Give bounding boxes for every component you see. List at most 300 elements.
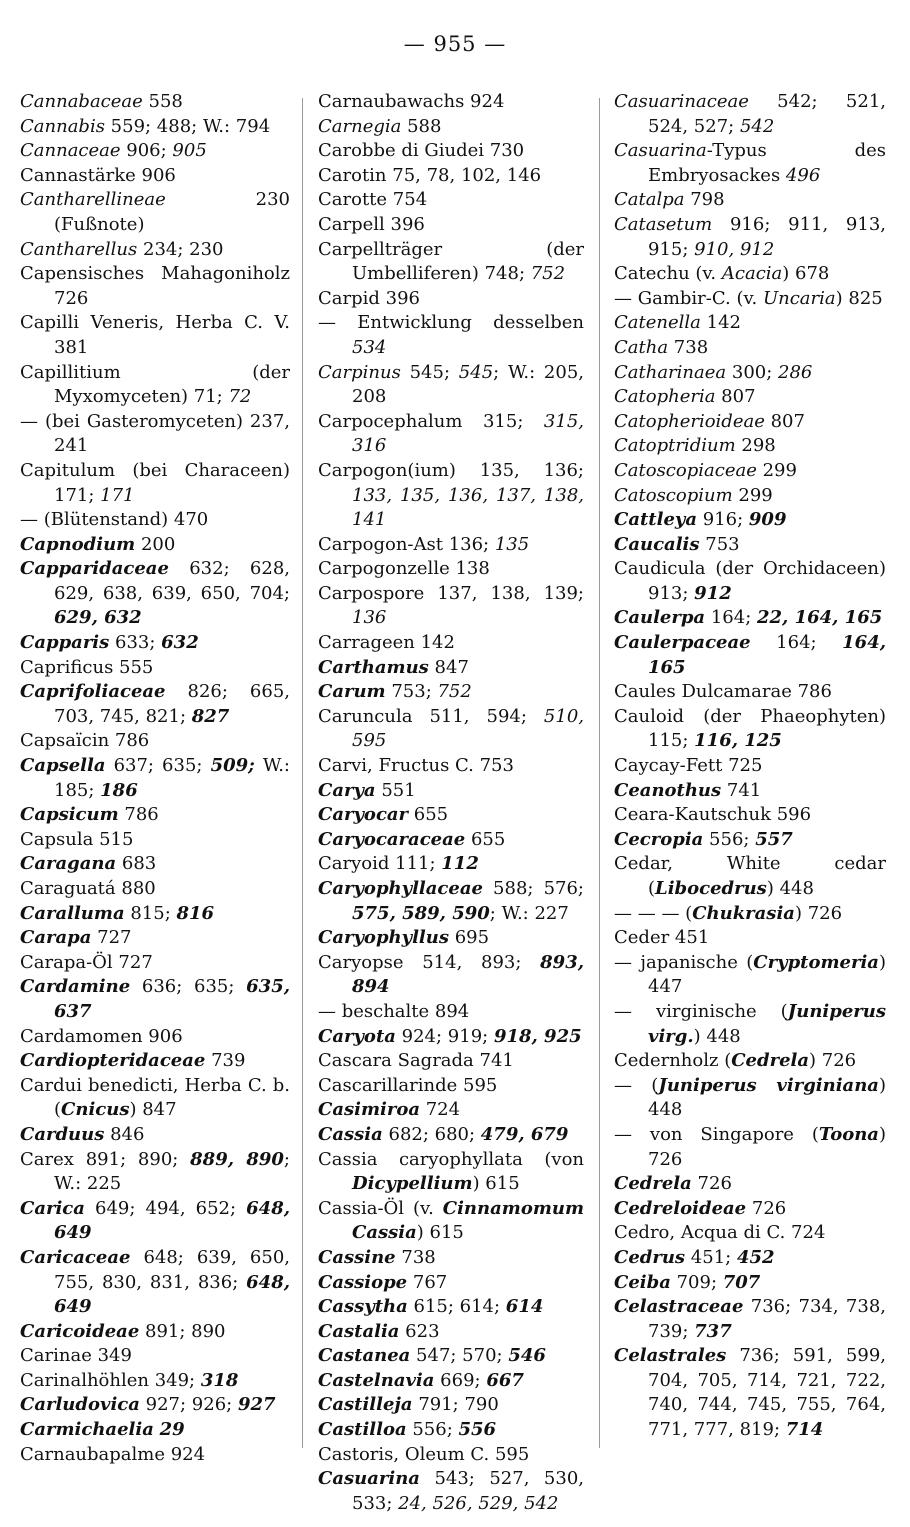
index-entry-text: 683 (116, 853, 157, 875)
index-entry (318, 582, 584, 631)
index-entry-text: Juniperus virginiana (658, 1074, 879, 1096)
index-entry-text: 557 (755, 828, 793, 850)
index-entry (318, 828, 584, 853)
index-entry-text: Cassia caryophyllata (von (318, 1148, 584, 1170)
index-entry (614, 705, 886, 754)
index-entry-text: — virginische ( (614, 1000, 788, 1022)
index-entry-text: Caryocar (318, 804, 409, 826)
index-entry-text: 171 (100, 484, 135, 506)
index-entry-text: 905 (172, 140, 207, 162)
index-entry-text: 891; 890 (139, 1320, 226, 1342)
index-entry-text: Cantharellineae (20, 189, 166, 211)
index-entry-text: 738 (395, 1246, 436, 1268)
index-entry-text: 545; (400, 361, 459, 383)
index-entry-text: Carpid 396 (318, 287, 420, 309)
index-entry-text: Cardamine (20, 976, 131, 998)
index-entry (20, 557, 290, 631)
index-entry-text: 753; (385, 681, 438, 703)
index-entry-text: 614 (505, 1296, 544, 1318)
index-entry-text: 636; 635; (130, 976, 247, 998)
index-entry-text: 667 (486, 1369, 524, 1391)
index-column-2 (318, 90, 584, 1516)
index-entry-text: 559; 488; W.: 794 (104, 115, 271, 137)
index-entry-text: 186 (100, 779, 138, 801)
index-entry (614, 1295, 886, 1344)
index-entry-text: ) 615 (472, 1173, 520, 1195)
index-entry-text: Casuarinaceae (614, 91, 749, 112)
index-entry (20, 1123, 290, 1148)
index-entry-text: Carnegia (318, 115, 402, 137)
index-entry-text: 726 (746, 1197, 787, 1219)
index-entry (318, 631, 584, 656)
index-entry-text: Caryopse 514, 893; (318, 951, 541, 973)
index-entry-text: Carex 891; 890; (20, 1148, 191, 1170)
index-entry-text: Carinalhöhlen 349; (20, 1369, 201, 1391)
index-entry-text: 669; (434, 1369, 487, 1391)
index-entry-text: 112 (441, 853, 479, 875)
index-entry-text: Ceanothus (614, 779, 722, 801)
index-entry-text: 509; (210, 755, 255, 777)
index-entry (318, 410, 584, 459)
index-entry-text: Cryptomeria (753, 951, 879, 973)
index-entry-text: Cassiope (318, 1271, 408, 1293)
index-entry-text: 736; 591, 599, 704, 705, 714, 721, 722, 740, 744, 745, 755, 764, 771, 777, 819; (648, 1345, 886, 1441)
index-entry-text: 637; 635; (105, 755, 211, 777)
index-entry-text: Caraguatá 880 (20, 878, 156, 899)
index-entry (318, 1049, 584, 1074)
index-entry-text: W.: 185; (54, 755, 290, 801)
index-entry (20, 410, 290, 459)
index-entry (20, 951, 290, 976)
index-entry-text: Cinnamomum Cassia (352, 1197, 584, 1244)
index-entry-text: 543; 527, 530, 533; (352, 1468, 584, 1514)
index-entry-text: ) 448 (693, 1025, 741, 1047)
index-entry (20, 1148, 290, 1197)
index-entry-text: ) 678 (782, 263, 830, 285)
index-entry-text: ) 447 (648, 951, 886, 998)
column-divider (302, 98, 303, 1448)
index-entry-text: Libocedrus (655, 878, 767, 899)
index-entry-text: Juniperus virg. (648, 1000, 886, 1047)
index-entry (20, 1049, 290, 1074)
index-entry-text: 649; 494, 652; (84, 1197, 247, 1219)
index-entry (20, 1344, 290, 1369)
index-entry-text: Capilli Veneris, Herba C. V. 381 (20, 312, 290, 358)
index-entry-text: 648, 649 (54, 1197, 290, 1244)
index-entry (614, 1074, 886, 1123)
index-entry-text: — beschalte 894 (318, 1000, 470, 1022)
index-entry-text: 588; 576; (482, 878, 584, 899)
index-entry-text: 739 (205, 1050, 246, 1072)
index-entry-text: Caryocaraceae (318, 828, 466, 850)
index-entry-text: Cedrela (614, 1173, 692, 1195)
index-entry-text: Carotte 754 (318, 189, 428, 211)
index-entry-text: Castoris, Oleum C. 595 (318, 1443, 530, 1465)
index-entry-text: Carrageen 142 (318, 632, 455, 654)
index-entry-text: 479, 679 (480, 1123, 569, 1145)
index-entry-text: — (Blütenstand) 470 (20, 509, 209, 531)
index-entry-text: Caprifoliaceae (20, 681, 166, 703)
index-entry (20, 1418, 290, 1443)
index-entry-text: Carpogonzelle 138 (318, 558, 490, 580)
index-entry-text: Carobbe di Giudei 730 (318, 140, 525, 162)
index-entry (614, 828, 886, 853)
index-entry-text: Carpogon(ium) 135, 136; (318, 459, 584, 481)
index-entry (20, 139, 290, 164)
index-entry-text: 847 (428, 656, 469, 678)
index-entry (318, 1443, 584, 1468)
index-entry-text: Cannabaceae (20, 91, 143, 112)
index-entry (20, 729, 290, 754)
index-entry-text: Cedreloideae (614, 1197, 747, 1219)
index-entry-text: Caragana (20, 853, 117, 875)
index-entry-text: 655 (408, 804, 449, 826)
index-entry-text: 318 (200, 1369, 239, 1391)
index-entry-text: 695 (448, 927, 490, 949)
index-entry-text: 889, 890 (190, 1148, 284, 1170)
index-entry-text: ) 448 (648, 1074, 886, 1121)
index-entry-text: Catoscopium (614, 484, 733, 506)
index-entry-text: 234; 230 (137, 238, 224, 260)
index-entry-text: 807 (715, 386, 756, 408)
index-entry-text: Cedro, Acqua di C. 724 (614, 1222, 826, 1244)
index-entry-text: 737 (694, 1320, 732, 1342)
index-entry (20, 975, 290, 1024)
index-entry-text: 752 (530, 263, 566, 285)
index-entry-text: Carpinus (318, 361, 401, 383)
index-entry-text: 547; 570; (410, 1345, 509, 1367)
index-entry-text: Caulerpa (614, 607, 706, 629)
index-entry (614, 1000, 886, 1049)
index-entry-text: Chukrasia (692, 902, 795, 924)
index-entry-text: Cascarillarinde 595 (318, 1074, 498, 1096)
index-entry-text: Cecropia (614, 828, 704, 850)
index-entry (614, 1246, 886, 1271)
index-entry (20, 1369, 290, 1394)
index-entry (614, 803, 886, 828)
index-entry-text: 286 (778, 361, 813, 383)
index-entry-text: Carya (318, 779, 376, 801)
index-entry-text: Carpocephalum 315; (318, 410, 544, 432)
index-entry-text: Carinae 349 (20, 1345, 132, 1367)
index-entry-text: Caules Dulcamarae 786 (614, 681, 832, 703)
index-entry-text: 542; 521, 524, 527; (648, 91, 886, 137)
index-entry-text: Caprificus 555 (20, 656, 154, 678)
index-entry (20, 1025, 290, 1050)
index-entry-text: 827 (191, 705, 230, 727)
index-entry (318, 1197, 584, 1246)
index-entry (318, 459, 584, 533)
index-entry-text: 738 (668, 336, 709, 358)
index-entry-text: ) 726 (648, 1123, 886, 1170)
index-entry-text: 648; 639, 650, 755, 830, 831, 836; (54, 1246, 290, 1293)
index-entry (20, 1320, 290, 1345)
index-entry-text: Dicypellium (352, 1173, 473, 1195)
index-entry-text: Caucalis (614, 533, 700, 555)
index-entry-text: Carapa (20, 927, 92, 949)
index-entry-text: ) 448 (766, 878, 814, 899)
index-entry-text: Catechu (v. (614, 263, 722, 285)
index-entry-text: 556; (703, 828, 756, 850)
index-entry-text: Ceara-Kautschuk 596 (614, 804, 812, 826)
index-entry (614, 213, 886, 262)
index-entry-text: ; W.: 205, 208 (352, 361, 584, 408)
index-entry (318, 361, 584, 410)
index-entry (318, 533, 584, 558)
index-entry (20, 852, 290, 877)
index-entry-text: 72 (228, 386, 252, 408)
index-entry (20, 926, 290, 951)
index-entry-text: 558 (142, 91, 183, 112)
index-entry-text: — ( (614, 1074, 659, 1096)
index-entry (20, 902, 290, 927)
index-entry-text: Castilloa (318, 1419, 407, 1441)
index-entry (318, 1271, 584, 1296)
index-entry-text: 615; 614; (407, 1296, 506, 1318)
index-entry (318, 1025, 584, 1050)
index-entry (614, 508, 886, 533)
index-entry (318, 1295, 584, 1320)
index-entry-text: 724 (420, 1099, 461, 1121)
index-entry (318, 311, 584, 360)
index-entry (614, 385, 886, 410)
index-entry-text: — Entwicklung desselben (318, 312, 584, 334)
index-entry-text: — Gambir-C. (v. (614, 287, 763, 309)
index-entry-text: Cassine (318, 1246, 396, 1268)
index-entry (20, 533, 290, 558)
index-entry-text: 714 (785, 1419, 824, 1441)
index-entry-text: Catenella (614, 312, 701, 334)
index-entry-text: Acacia (721, 263, 783, 285)
index-entry (318, 1246, 584, 1271)
index-entry-text: 816 (176, 902, 215, 924)
index-entry-text: Capillitium (der Myxomyceten) 71; (20, 361, 290, 408)
index-entry (614, 459, 886, 484)
index-entry-text: Cassytha (318, 1296, 408, 1318)
index-entry (20, 508, 290, 533)
index-entry-text: Carnaubawachs 924 (318, 91, 505, 112)
index-entry-text: Catasetum (614, 213, 713, 235)
index-entry (318, 1344, 584, 1369)
index-entry-text: — japanische ( (614, 951, 754, 973)
index-entry-text: Caricaceae (20, 1246, 131, 1268)
index-entry-text: Caryophyllus (318, 927, 449, 949)
index-entry (614, 779, 886, 804)
index-entry-text: 298 (735, 435, 776, 457)
index-entry-text: Catalpa (614, 189, 685, 211)
index-entry-text: Cassia (318, 1123, 383, 1145)
index-entry-text: Catha (614, 336, 669, 358)
column-divider (599, 98, 600, 1448)
index-entry-text: 629, 632 (54, 607, 142, 629)
index-entry-text: Caryoid 111; (318, 853, 442, 875)
index-entry-text: Castilleja (318, 1394, 413, 1416)
index-entry (318, 803, 584, 828)
index-entry-text: ; W.: 227 (489, 902, 569, 924)
index-entry-text: Caycay-Fett 725 (614, 755, 763, 777)
index-entry-text: 545 (458, 361, 494, 383)
index-entry-text: Casimiroa (318, 1099, 420, 1121)
index-entry-text: Uncaria (762, 287, 836, 309)
index-entry-text: 29 (159, 1419, 185, 1441)
index-entry-text: Capsaïcin 786 (20, 730, 150, 752)
index-entry-text: Cantharellus (20, 238, 138, 260)
index-entry-text: 136 (352, 607, 387, 629)
index-entry-text: Carnaubapalme 924 (20, 1443, 206, 1465)
index-entry-text: ; W.: 225 (54, 1148, 290, 1195)
index-entry-text: Carmichaelia (20, 1419, 154, 1441)
index-entry-text: Carum (318, 681, 386, 703)
index-entry-text: Cedrela (731, 1050, 810, 1072)
index-entry-text: 798 (684, 189, 725, 211)
index-entry (20, 680, 290, 729)
page-number: — 955 — (403, 32, 507, 56)
index-entry (614, 1172, 886, 1197)
index-entry (20, 1443, 290, 1468)
index-entry (318, 754, 584, 779)
index-entry-text: Cannabis (20, 115, 105, 137)
index-entry-text: 315, 316 (352, 410, 584, 457)
index-entry-text: ) 615 (416, 1222, 464, 1244)
index-entry-text: Ceiba (614, 1271, 671, 1293)
index-entry-text: Catoscopiaceae (614, 459, 757, 481)
index-entry-text: Carthamus (318, 656, 429, 678)
index-entry-text: Cassia-Öl (v. (318, 1197, 443, 1219)
index-entry-text: Ceder 451 (614, 927, 710, 949)
index-entry-text: ) 847 (129, 1099, 177, 1121)
index-entry-text: -Typus des Embryosackes (648, 140, 886, 186)
index-entry (318, 705, 584, 754)
index-entry-text: Caryophyllaceae (318, 878, 483, 899)
index-entry-text: 893, 894 (352, 951, 584, 998)
index-entry (318, 557, 584, 582)
index-entry (20, 1393, 290, 1418)
index-entry-text: Cedar, White cedar ( (614, 853, 886, 899)
index-entry (614, 361, 886, 386)
index-entry (20, 631, 290, 656)
index-entry (614, 680, 886, 705)
index-entry-text: 807 (764, 410, 805, 432)
index-entry-text: 927; 926; (139, 1394, 238, 1416)
index-entry (20, 803, 290, 828)
index-entry-text: Cedernholz ( (614, 1050, 732, 1072)
index-entry-text: 133, 135, 136, 137, 138, 141 (352, 484, 584, 531)
index-entry (20, 877, 290, 902)
index-entry (318, 1320, 584, 1345)
index-entry-text: 682; 680; (382, 1123, 481, 1145)
index-entry (318, 1098, 584, 1123)
index-entry-text: Caulerpaceae (614, 632, 751, 654)
index-entry-text: 546 (508, 1345, 546, 1367)
index-entry-text: Carludovica (20, 1394, 140, 1416)
index-entry-text: 707 (722, 1271, 761, 1293)
index-entry-text: 200 (135, 533, 176, 555)
index-entry (318, 852, 584, 877)
index-entry-text: 655 (465, 828, 506, 850)
index-entry-text: Capensisches Mahagoniholz 726 (20, 263, 290, 309)
index-entry (614, 951, 886, 1000)
index-entry (614, 557, 886, 606)
index-entry-text: ) 726 (794, 902, 843, 924)
index-entry-text: Capparidaceae (20, 558, 169, 580)
index-entry (20, 1074, 290, 1123)
index-entry (318, 164, 584, 189)
index-entry-text: Cardiopteridaceae (20, 1050, 206, 1072)
index-entry-text: 786 (118, 804, 159, 826)
index-entry-text: 727 (91, 927, 132, 949)
index-entry-text: 135 (494, 533, 530, 555)
index-entry (318, 238, 584, 287)
index-entry (318, 1000, 584, 1025)
index-entry-text: 909 (748, 509, 787, 531)
index-entry-text: 300; (726, 361, 779, 383)
index-entry-text: 924; 919; (395, 1025, 494, 1047)
index-entry-text: — — — ( (614, 902, 693, 924)
index-entry (20, 188, 290, 237)
index-entry-text: Cardamomen 906 (20, 1025, 183, 1047)
index-entry-text: 451; (685, 1246, 737, 1268)
index-entry-text: 632; 628, 629, 638, 639, 650, 704; (54, 558, 290, 604)
index-entry-text: 918, 925 (493, 1025, 582, 1047)
index-entry (614, 434, 886, 459)
index-entry-text: 632 (161, 632, 199, 654)
index-entry-text: Carotin 75, 78, 102, 146 (318, 164, 542, 186)
index-entry-text: Caricoideae (20, 1320, 140, 1342)
index-entry-text: Castanea (318, 1345, 411, 1367)
index-entry-text: 648, 649 (54, 1271, 290, 1318)
index-entry-text: Capparis (20, 632, 110, 654)
index-entry (318, 1369, 584, 1394)
index-entry (614, 410, 886, 435)
index-entry-text: Castelnavia (318, 1369, 435, 1391)
index-entry (614, 1221, 886, 1246)
index-entry-text: 846 (104, 1123, 145, 1145)
index-entry-text: 726 (691, 1173, 732, 1195)
index-entry (318, 1467, 584, 1516)
index-entry (20, 115, 290, 140)
index-entry-text: Celastrales (614, 1345, 727, 1367)
index-entry-text: Carapa-Öl 727 (20, 951, 153, 973)
index-entry-text: Catopherioideae (614, 410, 765, 432)
index-entry (318, 1074, 584, 1099)
index-entry (614, 606, 886, 631)
index-entry (20, 361, 290, 410)
index-entry (614, 533, 886, 558)
index-entry (20, 238, 290, 263)
index-entry-text: 22, 164, 165 (756, 607, 883, 629)
index-entry-text: Caudicula (der Orchidaceen) 913; (614, 558, 886, 604)
index-entry-text: 635, 637 (54, 976, 290, 1022)
index-entry-text: 916; (697, 509, 749, 531)
index-entry-text: Cauloid (der Phaeophyten) 115; (614, 705, 886, 752)
index-entry-text: Catharinaea (614, 361, 727, 383)
index-entry (614, 336, 886, 361)
index-entry (20, 828, 290, 853)
index-entry-text: Carica (20, 1197, 85, 1219)
index-entry (614, 1271, 886, 1296)
index-entry-text: Casuarina (318, 1468, 420, 1490)
index-entry-text: Catopheria (614, 386, 716, 408)
index-entry-text: Carvi, Fructus C. 753 (318, 755, 514, 777)
index-entry (614, 311, 886, 336)
index-entry-text: Capitulum (bei Characeen) 171; (20, 459, 290, 506)
index-entry-text: — (bei Gasteromyceten) 237, 241 (20, 410, 290, 457)
index-entry (614, 631, 886, 680)
index-entry-text: Cannastärke 906 (20, 164, 176, 186)
index-entry (614, 484, 886, 509)
index-entry (20, 754, 290, 803)
index-entry (20, 1246, 290, 1320)
